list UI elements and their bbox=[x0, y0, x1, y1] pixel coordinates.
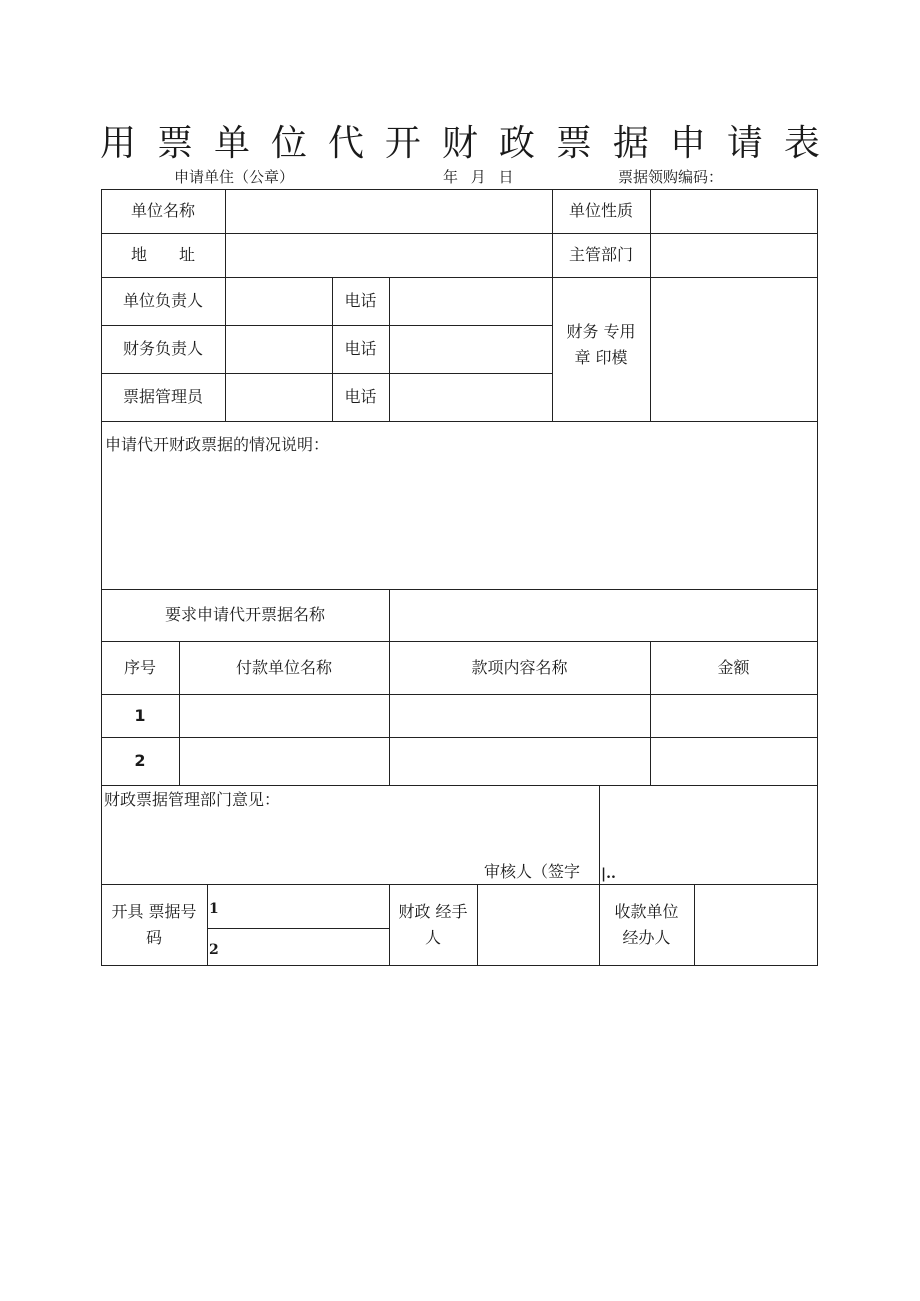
title-char: 政 bbox=[498, 122, 535, 164]
description-field[interactable] bbox=[102, 464, 817, 589]
invoice-number-field[interactable] bbox=[221, 929, 389, 965]
grid-line bbox=[101, 965, 818, 966]
reviewer-sign-mark: |.. bbox=[601, 866, 616, 882]
form-title bbox=[100, 112, 820, 168]
receiver-handler-label bbox=[599, 884, 694, 965]
col-header-amount: 金额 bbox=[717, 657, 750, 677]
date-label: 年 月 日 bbox=[443, 168, 514, 186]
invoice-admin-label: 票据管理员 bbox=[122, 387, 203, 406]
title-char: 位 bbox=[270, 122, 307, 164]
receiver-handler-label-line: 收款单位 bbox=[614, 901, 679, 921]
unit-name-field[interactable] bbox=[226, 190, 552, 233]
row-number: 2 bbox=[134, 751, 146, 770]
row-number: 1 bbox=[134, 705, 146, 725]
title-char: 财 bbox=[441, 122, 478, 164]
address-field[interactable] bbox=[226, 234, 552, 277]
description-label: 申请代开财政票据的情况说明： bbox=[105, 435, 330, 454]
item-field[interactable] bbox=[390, 738, 650, 785]
authority-field[interactable] bbox=[651, 234, 817, 277]
finance-head-label: 财务负责人 bbox=[122, 339, 203, 358]
col-header-item: 款项内容名称 bbox=[471, 657, 568, 677]
unit-nature-label: 单位性质 bbox=[568, 201, 633, 220]
title-char: 表 bbox=[783, 122, 820, 164]
reviewer-label: 审核人（签字 bbox=[484, 862, 581, 881]
seal-label-line: 章 印模 bbox=[574, 348, 628, 367]
request-invoice-name-field[interactable] bbox=[390, 590, 817, 641]
invoice-admin-field[interactable] bbox=[226, 374, 332, 421]
unit-name-label: 单位名称 bbox=[130, 201, 195, 220]
title-char: 用 bbox=[100, 122, 137, 164]
request-invoice-name-label: 要求申请代开票据名称 bbox=[164, 605, 325, 624]
phone-label: 电话 bbox=[344, 291, 377, 310]
grid-line bbox=[207, 884, 208, 966]
amount-field[interactable] bbox=[651, 738, 817, 785]
applicant-unit-label: 申请单住（公章） bbox=[174, 168, 295, 186]
application-form-table bbox=[101, 189, 818, 966]
amount-field[interactable] bbox=[651, 695, 817, 737]
invoice-number-label-line: 码 bbox=[145, 927, 162, 947]
title-char: 申 bbox=[669, 122, 706, 164]
opinion-right-field[interactable] bbox=[600, 786, 817, 884]
title-char: 代 bbox=[327, 122, 364, 164]
unit-nature-field[interactable] bbox=[651, 190, 817, 233]
finance-head-field[interactable] bbox=[226, 326, 332, 373]
finance-handler-label-line: 财政 经手 bbox=[398, 901, 468, 921]
seal-label-line: 财务 专用 bbox=[566, 322, 636, 341]
title-char: 票 bbox=[555, 122, 592, 164]
receiver-handler-field[interactable] bbox=[695, 885, 817, 965]
invoice-row-number: 2 bbox=[209, 942, 219, 958]
payer-field[interactable] bbox=[180, 738, 389, 785]
grid-line bbox=[817, 189, 818, 966]
unit-head-phone-field[interactable] bbox=[390, 278, 552, 325]
invoice-admin-phone-field[interactable] bbox=[390, 374, 552, 421]
unit-head-field[interactable] bbox=[226, 278, 332, 325]
title-char: 单 bbox=[213, 122, 250, 164]
finance-seal-label bbox=[552, 277, 650, 421]
invoice-code-label: 票据领购编码： bbox=[618, 168, 724, 186]
title-char: 据 bbox=[612, 122, 649, 164]
title-char: 票 bbox=[156, 122, 193, 164]
unit-head-label: 单位负责人 bbox=[122, 291, 203, 310]
finance-handler-label bbox=[389, 884, 477, 965]
invoice-row-number: 1 bbox=[209, 901, 219, 917]
col-header-seq: 序号 bbox=[123, 657, 156, 677]
col-header-payer: 付款单位名称 bbox=[235, 657, 332, 677]
finance-handler-label-line: 人 bbox=[424, 927, 441, 947]
phone-label: 电话 bbox=[344, 387, 377, 406]
payer-field[interactable] bbox=[180, 695, 389, 737]
invoice-number-field[interactable] bbox=[221, 885, 389, 928]
phone-label: 电话 bbox=[344, 339, 377, 358]
item-field[interactable] bbox=[390, 695, 650, 737]
authority-label: 主管部门 bbox=[568, 245, 633, 264]
opinion-label: 财政票据管理部门意见： bbox=[104, 790, 281, 809]
invoice-number-label bbox=[101, 884, 207, 965]
grid-line bbox=[101, 421, 818, 422]
invoice-number-label-line: 开具 票据号 bbox=[111, 901, 197, 921]
address-label: 地 址 bbox=[130, 245, 195, 264]
finance-seal-field[interactable] bbox=[651, 278, 817, 421]
receiver-handler-label-line: 经办人 bbox=[622, 927, 671, 947]
opinion-field[interactable] bbox=[102, 815, 599, 859]
finance-head-phone-field[interactable] bbox=[390, 326, 552, 373]
finance-handler-field[interactable] bbox=[478, 885, 599, 965]
title-char: 开 bbox=[384, 122, 421, 164]
title-char: 请 bbox=[726, 122, 763, 164]
